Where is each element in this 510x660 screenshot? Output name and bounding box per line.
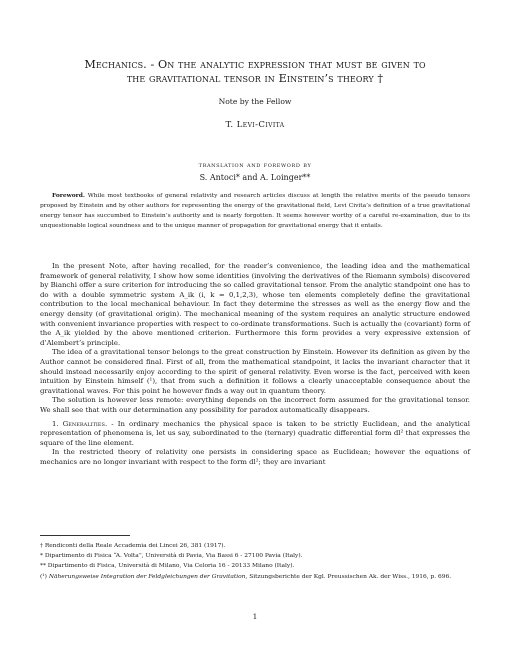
footnote-mark: (¹) (40, 573, 47, 580)
section-text: - In ordinary mechanics the physical space is taken to be strictly Euclidean, and the analytical representation of phenomena is, let us say, subordinated to the (ternary) quadratic differential form dl² that expresses the square of the line element. (40, 419, 470, 447)
footnotes (40, 541, 470, 582)
title-line-2: the gravitational tensor in Einstein’s theory † (126, 72, 384, 85)
paper-title (40, 58, 470, 86)
paragraph-5: In the restricted theory of relativity one persists in considering space as Euclidean; however the equations of mechanics are no longer invariant with respect to the form dl²; they are invariant (40, 448, 470, 466)
footnote-rule (40, 535, 130, 536)
foreword-text: While most textbooks of general relativity and research articles discuss at length the relative merits of the pseudo tensors proposed by Einstein and by other authors for representing the energy of the gravitational field, Levi Civita’s definition of a true gravitational energy tensor has succumbed to Einstein’s authority and is nearly forgotten. It seems however worthy of a careful re-examination, due to its unquestionable logical soundness and to the unique manner of propagation for gravitational energy that it entails. (40, 193, 471, 230)
title-line-1: Mechanics. - On the analytic expression that must be given to (84, 58, 426, 71)
translation-label: translation and foreword by (198, 161, 312, 169)
footnote-2 (40, 551, 470, 561)
author-name: T. Levi-Civita (225, 120, 285, 130)
body-text (40, 262, 470, 467)
footnote-text: Dipartimento di Fisica “A. Volta”, Università di Pavia, Via Bassi 6 - 27100 Pavia (Italy). (44, 553, 303, 560)
paragraph-2: The idea of a gravitational tensor belongs to the great construction by Einstein. However its definition as given by the Author cannot be considered final. First of all, from the mathematical standpoint, it lacks the invariant character that it should instead necessarily enjoy according to the spirit of general relativity. Even worse is the fact, perceived with keen intuition by Einstein himself (¹), that from such a definition it follows a clearly unacceptable consequence about the gravitational waves. For this point he however finds a way out in quantum theory. (40, 348, 470, 395)
footnote-text: Dipartimento di Fisica, Università di Milano, Via Celoria 16 - 20133 Milano (Italy). (47, 563, 295, 570)
paragraph-3: The solution is however less remote: everything depends on the incorrect form assumed for the gravitational tensor. We shall see that with our determination any possibility for paradox automatically disappears. (40, 396, 470, 414)
footnote-citation-title: Näherungsweise Integration der Feldgleichungen der Gravitation (48, 573, 246, 580)
note-line: Note by the Fellow (218, 97, 292, 106)
footnote-text: Rendiconti della Reale Accademia dei Lincei 26, 381 (1917). (44, 543, 226, 549)
footnote-mark: ** (40, 563, 46, 570)
section-title: Generalities. (62, 419, 108, 428)
foreword-label: Foreword. (52, 192, 85, 199)
page-number: 1 (252, 612, 258, 621)
footnote-4 (40, 572, 470, 582)
footnote-mark: † (40, 543, 43, 549)
footnote-3 (40, 561, 470, 571)
foreword (40, 191, 470, 231)
paragraph-4 (40, 420, 470, 449)
footnote-text: , Sitzungsberichte der Kgl. Preussischen Ak. der Wiss., 1916, p. 696. (245, 573, 452, 580)
section-number: 1. (52, 419, 59, 428)
footnote-mark: * (40, 553, 43, 560)
footnote-1 (40, 541, 470, 551)
translators: S. Antoci* and A. Loinger** (199, 173, 311, 182)
paragraph-1: In the present Note, after having recalled, for the reader’s convenience, the leading idea and the mathematical framework of general relativity, I show how some identities (involving the derivatives of the Riemann symbols) discovered by Bianchi offer a sure criterion for introducing the so called gravitational tensor. From the analytic standpoint one has to do with a double symmetric system A_ik (i, k = 0,1,2,3), whose ten elements completely define the gravitational contribution to the local mechanical behaviour. In fact they determine the stresses as well as the energy flow and the energy density (of gravitational origin). The mechanical meaning of the system requires an analytic structure endowed with convenient invariance properties with respect to co-ordinate transformations. Such is actually the (covariant) form of the A_ik yielded by the above mentioned criterion. Furthermore this form provides a very expressive extension of d’Alembert’s principle. (40, 262, 470, 347)
